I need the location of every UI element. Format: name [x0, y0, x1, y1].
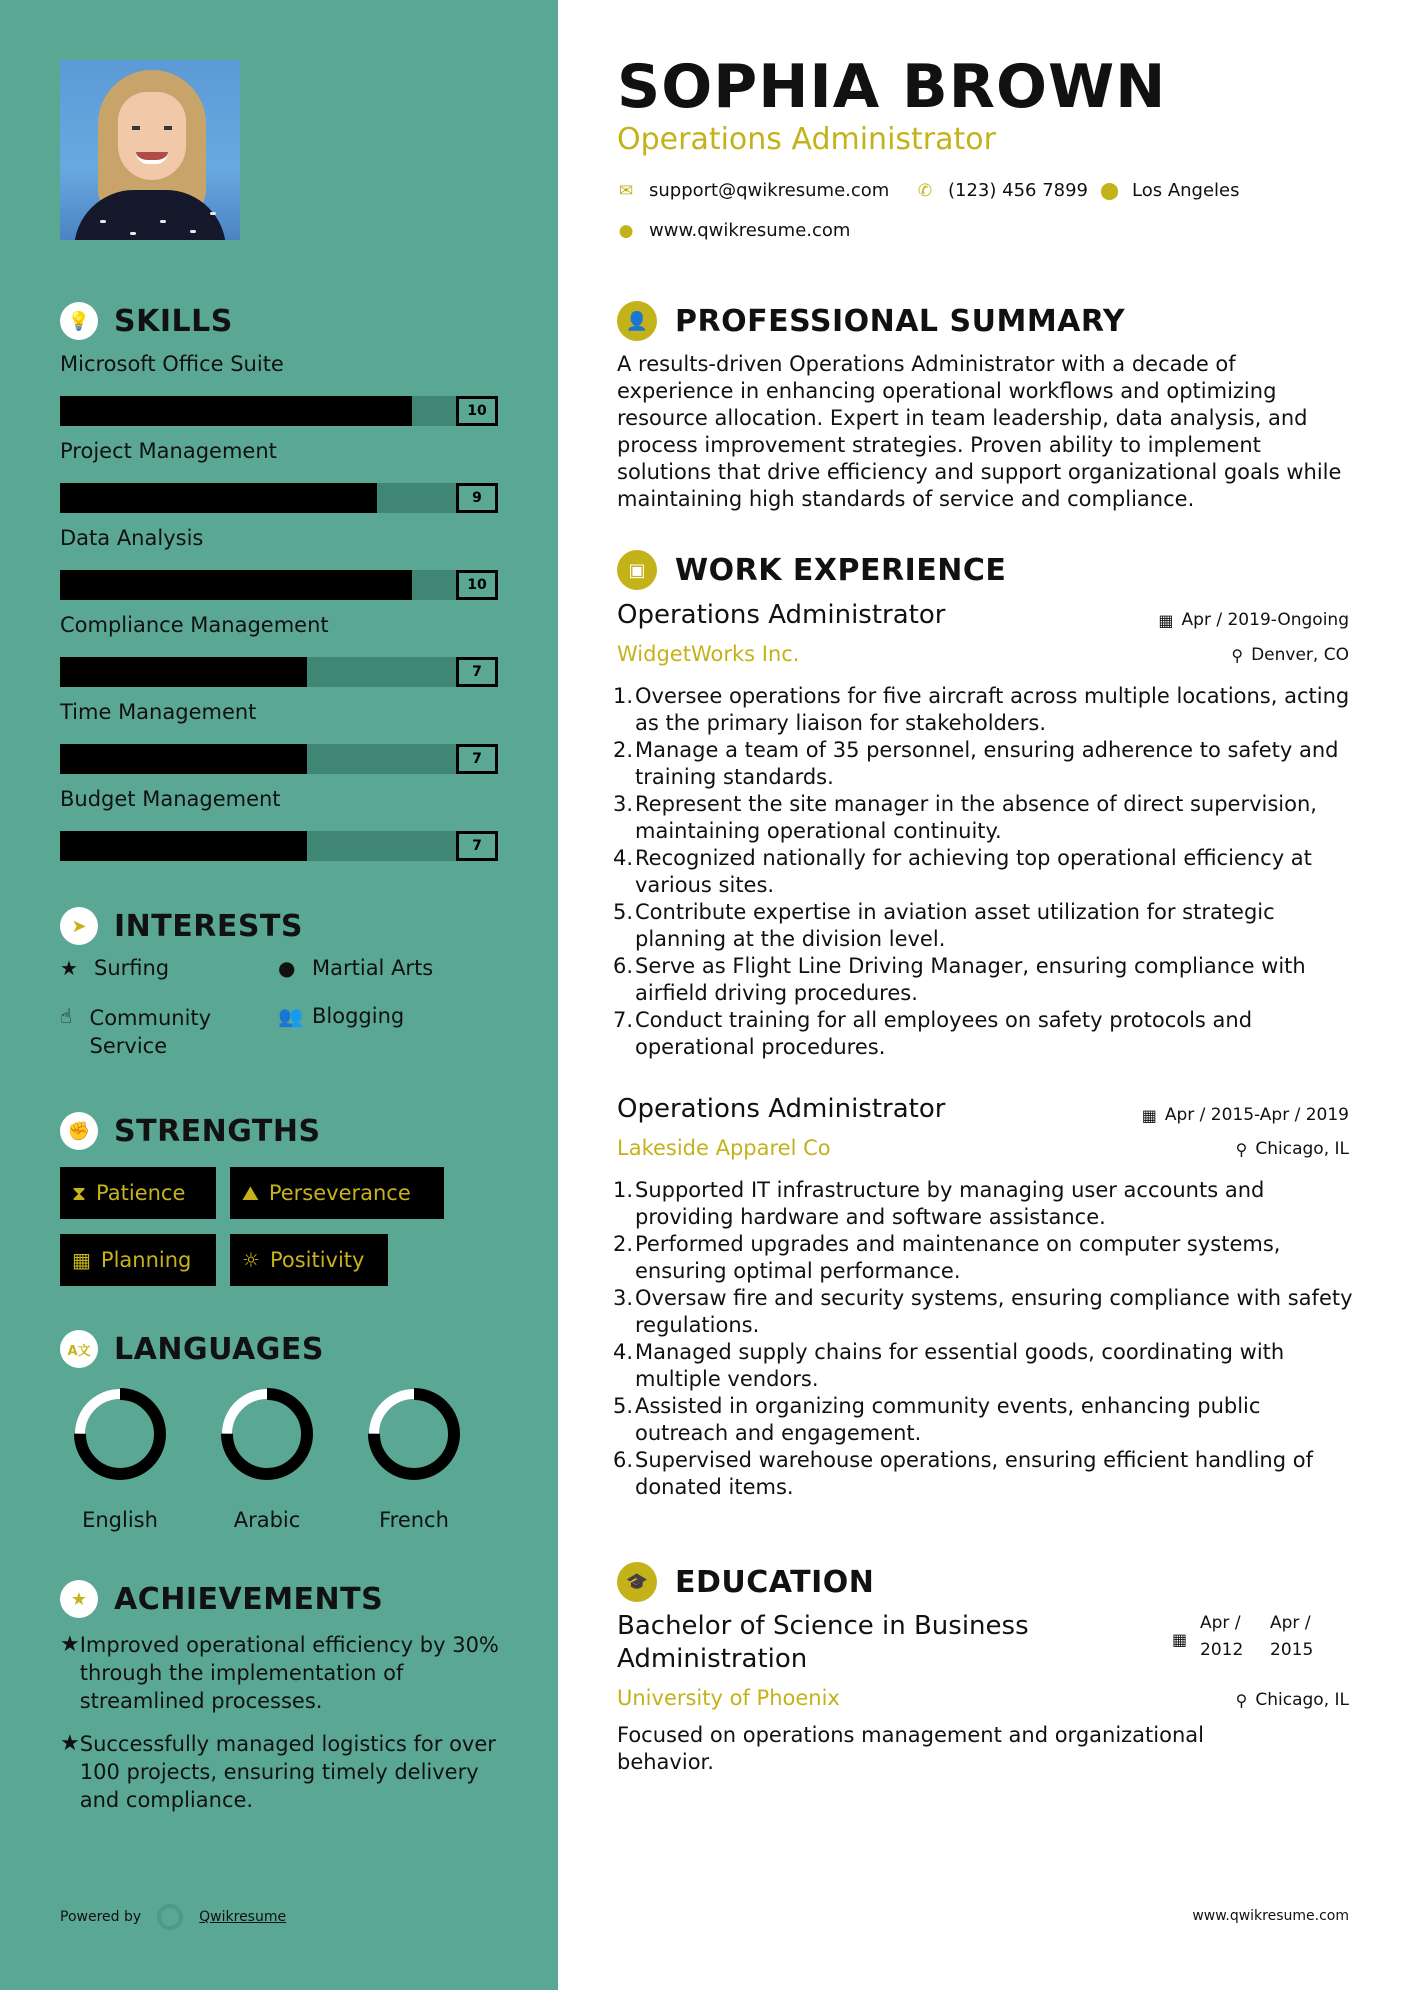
bullet-text: Serve as Flight Line Driving Manager, ensuring compliance with airfield driving procedures. — [635, 954, 1306, 1005]
achievement-item — [60, 1730, 510, 1814]
strengths-heading — [60, 1112, 321, 1150]
skill-level: 10 — [456, 570, 498, 600]
website-contact — [617, 220, 850, 241]
pin-icon: ⚲ — [1235, 1139, 1248, 1159]
company-name: WidgetWorks Inc. — [617, 642, 800, 666]
skill-level: 9 — [456, 483, 498, 513]
interest-label: Martial Arts — [312, 956, 434, 980]
bullet-number: 1. — [613, 1178, 634, 1202]
achievement-text: Improved operational efficiency by 30% through the implementation of streamlined processes. — [79, 1633, 499, 1713]
job-location — [1236, 1139, 1349, 1159]
bullet-number: 3. — [613, 792, 634, 816]
strength-badge — [60, 1167, 216, 1219]
email-text[interactable]: support@qwikresume.com — [649, 180, 890, 201]
users-icon: 👥 — [278, 1004, 303, 1028]
bullet-number: 6. — [613, 1448, 634, 1472]
sidebar — [0, 0, 558, 1990]
job-bullet — [613, 1393, 1353, 1447]
achievements-heading — [60, 1580, 383, 1618]
website-text[interactable]: www.qwikresume.com — [649, 220, 851, 241]
bullet-number: 4. — [613, 1340, 634, 1364]
bullet-text: Oversaw fire and security systems, ensuring compliance with safety regulations. — [635, 1286, 1353, 1337]
bullet-text: Supported IT infrastructure by managing user accounts and providing hardware and software assistance. — [635, 1178, 1265, 1229]
achievement-text: Successfully managed logistics for over 100 projects, ensuring timely delivery and compliance. — [79, 1732, 496, 1812]
job-date-text: Apr / 2019-Ongoing — [1181, 610, 1349, 630]
work-title: WORK EXPERIENCE — [675, 552, 1007, 588]
bullet-text: Conduct training for all employees on safety protocols and operational procedures. — [635, 1008, 1253, 1059]
powered-by — [60, 1904, 286, 1930]
strength-label: Positivity — [269, 1248, 365, 1272]
pin-icon: ⚲ — [1231, 645, 1244, 665]
skill-name: Time Management — [60, 700, 257, 724]
edu-end — [1270, 1610, 1313, 1664]
skill-level: 7 — [456, 657, 498, 687]
bullet-text: Assisted in organizing community events, enhancing public outreach and engagement. — [635, 1394, 1261, 1445]
job-title: Operations Administrator — [617, 1094, 946, 1124]
skill-bar — [60, 831, 498, 861]
company-name: Lakeside Apparel Co — [617, 1136, 831, 1160]
bullet-text: Recognized nationally for achieving top operational efficiency at various sites. — [635, 846, 1312, 897]
skill-bar — [60, 657, 498, 687]
job-bullet — [613, 899, 1353, 953]
skill-level: 10 — [456, 396, 498, 426]
skill-bar-fill — [60, 657, 307, 687]
strength-badge — [230, 1234, 388, 1286]
languages-title: LANGUAGES — [114, 1331, 324, 1367]
bullet-number: 4. — [613, 846, 634, 870]
degree-title: Bachelor of Science in Business Administration — [617, 1611, 1029, 1674]
edu-location-text: Chicago, IL — [1255, 1690, 1349, 1710]
skill-bar — [60, 744, 498, 774]
skill-name: Compliance Management — [60, 613, 329, 637]
edu-start-month: Apr / — [1200, 1613, 1241, 1633]
job-bullet — [613, 1177, 1353, 1231]
languages-heading — [60, 1330, 324, 1368]
skill-item — [60, 613, 498, 687]
map-pin-icon: ⬤ — [1100, 180, 1120, 201]
job-bullet — [613, 953, 1353, 1007]
bullet-number: 1. — [613, 684, 634, 708]
skill-bar-fill — [60, 483, 377, 513]
globe-icon: ● — [278, 956, 296, 980]
school-name: University of Phoenix — [617, 1686, 840, 1710]
interest-item — [60, 956, 169, 980]
pin-icon: ⚲ — [1235, 1690, 1248, 1710]
fist-icon: ✊ — [60, 1112, 98, 1150]
skill-item — [60, 526, 498, 600]
edu-start — [1200, 1610, 1243, 1664]
skills-title: SKILLS — [114, 303, 233, 339]
skill-name: Microsoft Office Suite — [60, 352, 284, 376]
skill-bar-fill — [60, 396, 412, 426]
edu-start-year: 2012 — [1200, 1640, 1244, 1660]
skill-item — [60, 439, 498, 513]
phone-icon: ✆ — [917, 180, 933, 201]
star-icon: ★ — [60, 956, 78, 980]
job-bullet — [613, 1339, 1353, 1393]
location-contact — [1100, 180, 1240, 201]
bullet-number: 5. — [613, 900, 634, 924]
skill-name: Budget Management — [60, 787, 281, 811]
skill-bar — [60, 570, 498, 600]
job-bullet — [613, 683, 1353, 737]
edu-description: Focused on operations management and organizational behavior. — [617, 1723, 1204, 1774]
language-item — [60, 1386, 180, 1532]
skill-bar-fill — [60, 831, 307, 861]
strength-label: Patience — [96, 1181, 186, 1205]
language-donut — [72, 1386, 168, 1482]
achievements-title: ACHIEVEMENTS — [114, 1581, 384, 1617]
location-text: Los Angeles — [1132, 180, 1240, 201]
road-icon: ⛰ — [242, 1181, 259, 1205]
bullet-number: 5. — [613, 1394, 634, 1418]
interest-label: Community Service — [89, 1006, 212, 1058]
strengths-title: STRENGTHS — [114, 1113, 321, 1149]
job-date — [1158, 610, 1349, 630]
skill-name: Project Management — [60, 439, 277, 463]
bullet-number: 6. — [613, 954, 634, 978]
summary-text: A results-driven Operations Administrator with a decade of experience in enhancing operational workflows and optimizing resource allocation. Expert in team leadership, data analysis, and process improvement strategies. Proven ability to implement solutions that drive efficiency and support organizational goals while maintaining high standards of service and compliance. — [617, 352, 1342, 511]
shooting-star-icon: ★ — [60, 1632, 80, 1657]
bullet-text: Supervised warehouse operations, ensuring efficient handling of donated items. — [635, 1448, 1313, 1499]
edu-end-month: Apr / — [1270, 1613, 1311, 1633]
skill-item — [60, 787, 498, 861]
job-location — [1231, 645, 1349, 665]
calendar-icon: ▦ — [1141, 1105, 1157, 1125]
candidate-name: SOPHIA BROWN — [617, 52, 1167, 122]
summary-title: PROFESSIONAL SUMMARY — [675, 303, 1126, 339]
skill-item — [60, 352, 498, 426]
strength-badge — [230, 1167, 444, 1219]
skill-item — [60, 700, 498, 774]
footer-url[interactable]: www.qwikresume.com — [1192, 1908, 1349, 1924]
user-icon: 👤 — [617, 301, 657, 341]
job-location-text: Denver, CO — [1251, 645, 1349, 665]
language-name: Arabic — [233, 1508, 301, 1532]
job-bullet — [613, 845, 1353, 899]
interests-title: INTERESTS — [114, 908, 303, 944]
trophy-star-icon: ★ — [60, 1580, 98, 1618]
education-heading — [617, 1562, 874, 1602]
hourglass-icon: ⧗ — [72, 1181, 87, 1205]
qwikresume-link[interactable]: Qwikresume — [199, 1909, 287, 1925]
edu-location — [1236, 1690, 1349, 1710]
language-item — [207, 1386, 327, 1532]
job-bullets — [613, 1177, 1353, 1501]
job-title: Operations Administrator — [617, 600, 946, 630]
skill-level: 7 — [456, 744, 498, 774]
skills-heading — [60, 302, 233, 340]
job-bullet — [613, 737, 1353, 791]
language-donut — [219, 1386, 315, 1482]
envelope-icon: ✉ — [618, 180, 634, 201]
bullet-text: Represent the site manager in the absence of direct supervision, maintaining operational continuity. — [635, 792, 1317, 843]
globe-icon: ● — [618, 220, 634, 241]
interest-item — [278, 1004, 404, 1028]
skill-bar — [60, 396, 498, 426]
interest-label: Surfing — [94, 956, 170, 980]
job-bullet — [613, 1285, 1353, 1339]
paper-plane-icon: ➤ — [60, 907, 98, 945]
phone-contact — [916, 180, 1088, 201]
edu-date-start — [1172, 1630, 1195, 1649]
strength-badge — [60, 1234, 216, 1286]
job-bullets — [613, 683, 1353, 1061]
office-chair-icon: ▣ — [617, 550, 657, 590]
calendar-icon: ▦ — [1158, 610, 1174, 630]
shooting-star-icon: ★ — [60, 1731, 80, 1756]
job-bullet — [613, 791, 1353, 845]
interests-heading — [60, 907, 303, 945]
skill-bar-fill — [60, 744, 307, 774]
job-date — [1142, 1105, 1349, 1125]
job-date-text: Apr / 2015-Apr / 2019 — [1164, 1105, 1349, 1125]
translate-icon: A文 — [60, 1330, 98, 1368]
calendar-icon: ▦ — [72, 1248, 91, 1272]
interest-item — [60, 1004, 260, 1060]
candidate-role: Operations Administrator — [617, 122, 996, 157]
skill-bar-fill — [60, 570, 412, 600]
bullet-number: 3. — [613, 1286, 634, 1310]
skill-level: 7 — [456, 831, 498, 861]
edu-end-year: 2015 — [1270, 1640, 1314, 1660]
bullet-text: Performed upgrades and maintenance on computer systems, ensuring optimal performance. — [635, 1232, 1281, 1283]
bullet-number: 7. — [613, 1008, 634, 1032]
sun-icon: ☼ — [242, 1248, 260, 1272]
bullet-text: Contribute expertise in aviation asset utilization for strategic planning at the division level. — [635, 900, 1275, 951]
calendar-icon: ▦ — [1172, 1630, 1188, 1649]
language-donut — [366, 1386, 462, 1482]
lightbulb-icon: 💡 — [60, 302, 98, 340]
education-title: EDUCATION — [675, 1564, 875, 1600]
bullet-text: Managed supply chains for essential goods, coordinating with multiple vendors. — [635, 1340, 1285, 1391]
bullet-text: Manage a team of 35 personnel, ensuring adherence to safety and training standards. — [635, 738, 1339, 789]
bullet-number: 2. — [613, 1232, 634, 1256]
language-name: French — [379, 1508, 449, 1532]
bullet-text: Oversee operations for five aircraft across multiple locations, acting as the primary liaison for stakeholders. — [635, 684, 1350, 735]
job-location-text: Chicago, IL — [1255, 1139, 1349, 1159]
job-bullet — [613, 1231, 1353, 1285]
email-contact — [617, 180, 889, 201]
interest-item — [278, 956, 433, 980]
language-item — [354, 1386, 474, 1532]
job-bullet — [613, 1447, 1353, 1501]
strength-label: Planning — [100, 1248, 192, 1272]
graduation-cap-icon: 🎓 — [617, 1562, 657, 1602]
skill-bar — [60, 483, 498, 513]
powered-by-label: Powered by — [60, 1909, 142, 1925]
phone-text: (123) 456 7899 — [948, 180, 1089, 201]
achievement-item — [60, 1631, 510, 1715]
qwikresume-logo-icon — [157, 1904, 183, 1930]
summary-heading — [617, 301, 1125, 341]
hand-icon: ☝ — [60, 1004, 73, 1028]
profile-photo — [60, 60, 240, 240]
bullet-number: 2. — [613, 738, 634, 762]
interest-label: Blogging — [312, 1004, 405, 1028]
strength-label: Perseverance — [268, 1181, 411, 1205]
skill-name: Data Analysis — [60, 526, 204, 550]
work-heading — [617, 550, 1006, 590]
job-bullet — [613, 1007, 1353, 1061]
language-name: English — [82, 1508, 158, 1532]
